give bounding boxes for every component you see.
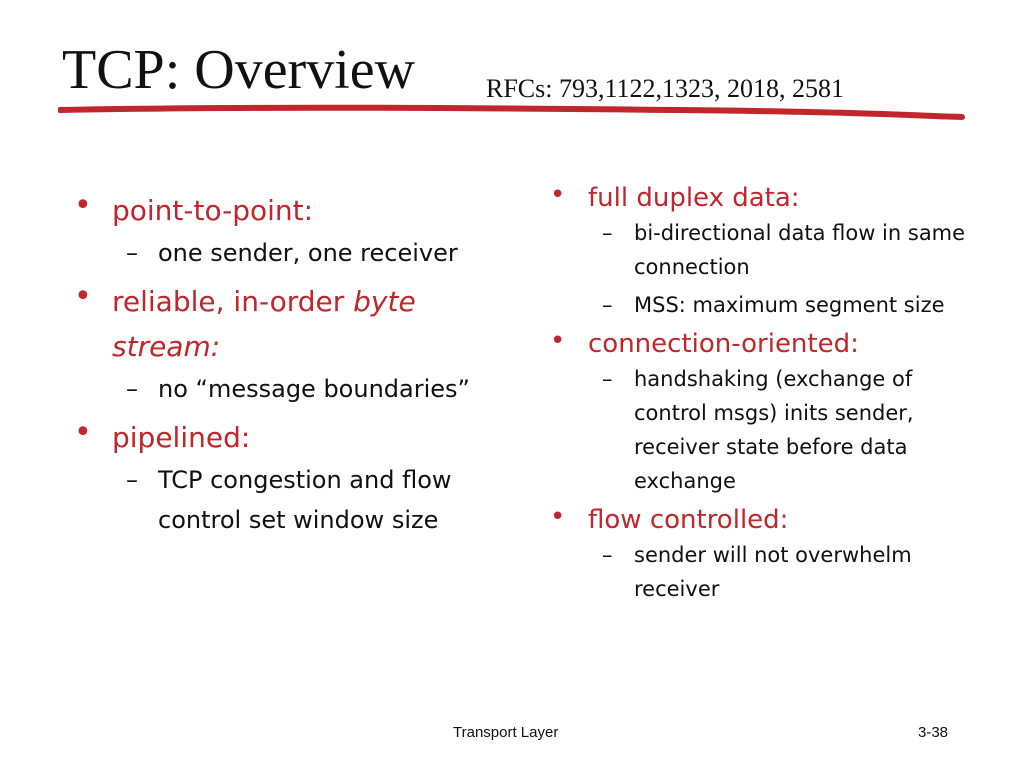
bullet-point-to-point — [72, 188, 502, 233]
sub-bullet-text: no “message boundaries” — [158, 375, 470, 403]
bullet-dot: • — [74, 188, 92, 223]
dash-marker: – — [602, 293, 613, 317]
bullet-flow-controlled — [548, 502, 988, 538]
bullet-reliable-stream — [72, 279, 502, 369]
bullet-dot: • — [550, 180, 566, 210]
dash-marker: – — [602, 367, 613, 391]
page-number: 3-38 — [918, 724, 949, 741]
sub-bullet-text: bi-directional data flow in same connection — [634, 221, 966, 279]
bullet-heading — [112, 279, 502, 369]
dash-marker: – — [126, 375, 138, 403]
sub-bullet-text: one sender, one receiver — [158, 239, 458, 267]
bullet-heading-plain: reliable, in-order — [112, 285, 354, 318]
bullet-heading: point-to-point: — [112, 194, 314, 227]
bullet-dot: • — [550, 502, 566, 532]
slide-title: TCP: Overview — [62, 39, 416, 101]
bullet-heading: connection-oriented: — [588, 329, 859, 359]
bullet-pipelined — [72, 415, 502, 460]
bullet-dot: • — [550, 326, 566, 356]
dash-marker: – — [602, 543, 613, 567]
sub-bullet — [548, 362, 988, 498]
sub-bullet-text: sender will not overwhelm receiver — [634, 543, 912, 601]
bullet-heading: pipelined: — [112, 421, 251, 454]
bullet-dot: • — [74, 279, 92, 314]
bullet-heading: full duplex data: — [588, 183, 800, 213]
bullet-connection-oriented — [548, 326, 988, 362]
bullet-heading-italic: byte stream: — [112, 285, 416, 363]
dash-marker: – — [126, 239, 138, 267]
sub-bullet-text: handshaking (exchange of control msgs) inits sender, receiver state before data exchange — [634, 367, 914, 493]
sub-bullet — [548, 288, 988, 322]
bullet-full-duplex — [548, 180, 988, 216]
sub-bullet — [72, 233, 502, 273]
left-column — [72, 188, 502, 546]
sub-bullet — [72, 460, 502, 540]
footer-label: Transport Layer — [453, 724, 559, 741]
bullet-heading: flow controlled: — [588, 505, 789, 535]
sub-bullet-text: TCP congestion and flow control set window size — [158, 466, 452, 534]
bullet-dot: • — [74, 415, 92, 450]
sub-bullet-text: MSS: maximum segment size — [634, 293, 945, 317]
dash-marker: – — [126, 466, 138, 494]
sub-bullet — [72, 369, 502, 409]
rfc-list: RFCs: 793,1122,1323, 2018, 2581 — [486, 74, 845, 103]
title-underline — [58, 100, 968, 124]
right-column — [548, 180, 988, 610]
sub-bullet — [548, 216, 988, 284]
dash-marker: – — [602, 221, 613, 245]
sub-bullet — [548, 538, 988, 606]
